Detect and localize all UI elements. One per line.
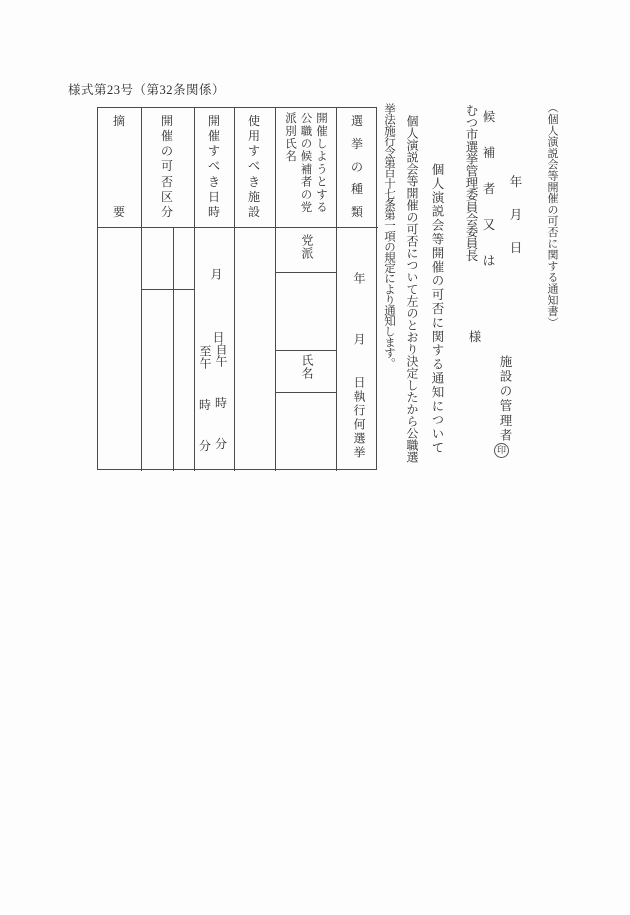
hour-label: 時 <box>198 397 211 412</box>
header-approval-category: 開 催 の 可 否 区 分 <box>160 114 173 219</box>
date-day-label: 日 <box>509 240 523 255</box>
cell-name-label: 氏名 <box>300 354 314 380</box>
table-column-line <box>234 108 235 471</box>
subject-line: 個人演説会等開催の可否に関する通知について <box>430 163 444 455</box>
cell-datetime-day: 日 <box>211 331 225 343</box>
notice-table <box>97 107 377 470</box>
sender-title: 施設の管理者 <box>498 355 512 444</box>
header-election-type: 選 挙 の 種 類 <box>350 114 363 219</box>
minute-label: 分 <box>198 439 211 453</box>
header-summary: 摘 要 <box>112 114 125 219</box>
cell-election-name: 日執行何選挙 <box>352 376 366 460</box>
to-label: 至午 <box>198 345 212 369</box>
cell-datetime-month: 月 <box>209 268 223 280</box>
cell-election-year: 年 <box>352 272 366 284</box>
candidate-row-line <box>275 272 336 273</box>
cell-datetime-from <box>214 343 228 450</box>
cell-party-label: 党派 <box>300 234 314 260</box>
date-line <box>509 176 523 254</box>
table-column-line <box>275 108 276 471</box>
header-facility: 使 用 す べ き 施 設 <box>247 114 260 219</box>
table-header-separator <box>98 227 378 228</box>
header-candidate-party-name: 開催しようとする公職の候補者の党派別氏名 <box>284 112 327 214</box>
approval-subcolumn-line <box>173 227 174 471</box>
addressee-line-commission-chair: むつ市選挙管理委員会委員長 <box>464 104 478 262</box>
addressee-honorific: 様 <box>467 330 481 343</box>
candidate-row-line <box>275 350 336 351</box>
date-month-label: 月 <box>509 207 523 222</box>
doc-title: （個人演説会等開催の可否に関する通知書） <box>546 102 558 328</box>
cell-election-month: 月 <box>352 333 366 345</box>
from-label: 自午 <box>214 343 228 367</box>
body-line-2: 挙法施行令第百十七条第一項の規定により通知します。 <box>383 103 395 369</box>
header-datetime: 開 催 す べ き 日 時 <box>207 114 220 219</box>
candidate-row-line <box>275 392 336 393</box>
minute-label: 分 <box>214 437 227 451</box>
seal-stamp: 印 <box>494 443 509 458</box>
form-number: 様式第23号（第32条関係） <box>68 83 226 97</box>
hour-label: 時 <box>214 395 227 410</box>
addressee-line-candidate: 候 補 者 又 は <box>482 110 496 268</box>
cell-datetime-to <box>198 345 212 452</box>
table-column-line <box>336 108 337 471</box>
approval-row-line <box>141 289 195 290</box>
body-line-1: 個人演説会等開催の可否について左のとおり決定したから公職選 <box>405 115 419 463</box>
date-year-label: 年 <box>509 175 523 189</box>
